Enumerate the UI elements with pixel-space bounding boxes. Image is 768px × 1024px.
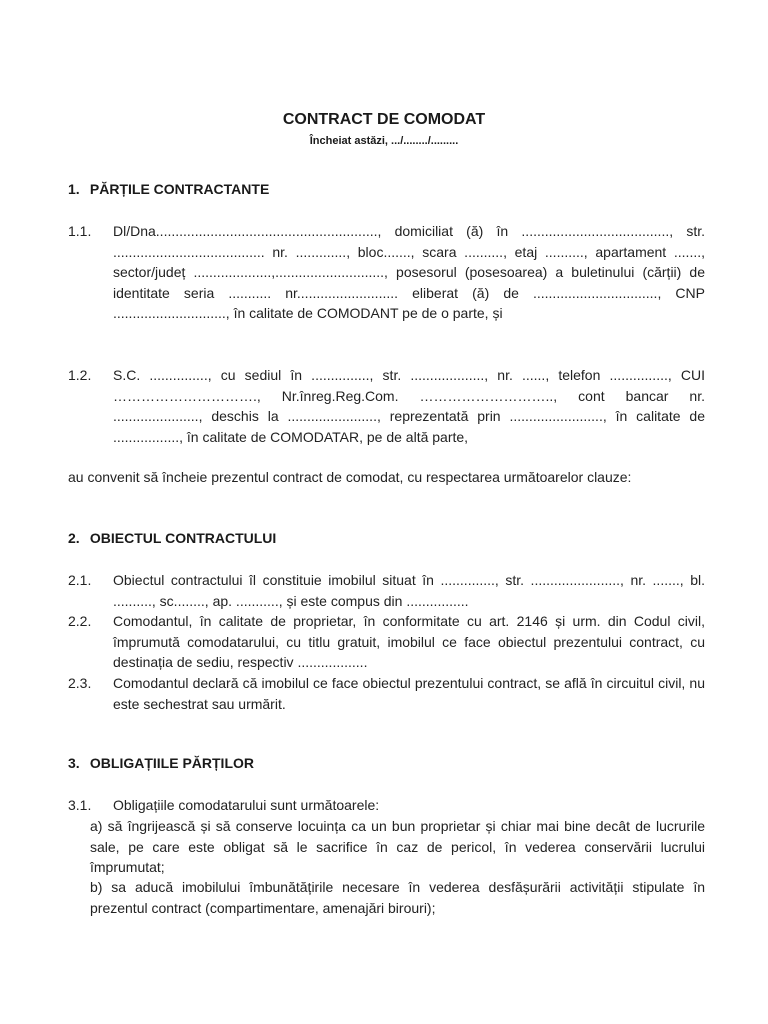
clause-number: 1.2. xyxy=(68,367,92,383)
clause-text: Obiectul contractului îl constituie imobilul situat în .............., str. ......................., nr. ......., bl. .........., sc........, ap. ..........., și este compus din ................ xyxy=(113,572,705,609)
list-item-b: b) sa aducă imobilului îmbunătățirile necesare în vederea desfășurării activității stipulate în prezentul contract (compartimentare, amenajări birouri); xyxy=(90,879,705,916)
agreement-paragraph: au convenit să încheie prezentul contract de comodat, cu respectarea următoarelor clauze: xyxy=(68,469,632,485)
clause-number: 2.3. xyxy=(68,675,92,691)
clause-2-1 xyxy=(68,570,705,611)
section-number: 1. xyxy=(68,181,80,197)
section-number: 3. xyxy=(68,755,80,771)
clause-number: 3.1. xyxy=(68,797,92,813)
section-title: OBIECTUL CONTRACTULUI xyxy=(89,530,277,546)
clause-number: 2.2. xyxy=(68,613,92,629)
clause-number: 2.1. xyxy=(68,572,92,588)
section-heading-parties xyxy=(68,181,269,197)
clause-number: 1.1. xyxy=(68,223,92,239)
section-title: OBLIGAȚIILE PĂRȚILOR xyxy=(89,755,254,771)
clause-text: S.C. ..............., cu sediul în ..............., str. ..................., nr. ......, telefon ..............., CUI …………………………., Nr.înreg.Reg.Com. ……………………….., cont bancar nr. ......................, deschis la ......................., reprezentată prin ........................, în calitate de ................., în calitate de COMODATAR, pe de altă parte, xyxy=(113,367,705,445)
section-heading-object xyxy=(68,530,276,546)
clause-text: Comodantul declară că imobilul ce face obiectul prezentului contract, se află în circuitul civil, nu este sechestrat sau urmărit. xyxy=(113,675,705,712)
document-title: CONTRACT DE COMODAT xyxy=(282,111,486,128)
clause-text: Comodantul, în calitate de proprietar, în conformitate cu art. 2146 și urm. din Codul civil, împrumută comodatarului, cu titlu gratuit, imobilul ce face obiectul prezentului contract, cu destinația de sediu, respectiv .................. xyxy=(113,613,705,671)
clause-1-2 xyxy=(68,365,705,447)
clause-3-1 xyxy=(68,795,705,816)
section-title: PĂRȚILE CONTRACTANTE xyxy=(89,181,270,197)
section-heading-obligations xyxy=(68,755,254,771)
clause-1-1 xyxy=(68,221,705,324)
clause-2-2 xyxy=(68,611,705,673)
list-item-a: a) să îngrijească și să conserve locuința ca un bun proprietar și chiar mai bine decât de lucrurile sale, pe care este obligat să le sacrifice în caz de pericol, în vederea conservării lucrului împrumutat; xyxy=(90,818,705,876)
clause-text: Obligațiile comodatarului sunt următoarele: xyxy=(113,797,380,813)
document-subtitle: Încheiat astăzi, .../......../......... xyxy=(309,135,459,147)
clause-2-3 xyxy=(68,673,705,714)
clause-text: Dl/Dna........................................................., domiciliat (ă) în ......................................, str. ....................................... nr. ............., bloc......., scara .........., etaj .........., apartament ......., sector/județ ....................,............................, posesorul (posesoarea) a buletinului (cărții) de identitate seria ........... nr.......................... eliberat (ă) de ................................, CNP ............................., în calitate de COMODANT pe de o parte, și xyxy=(113,223,705,322)
section-number: 2. xyxy=(68,530,80,546)
